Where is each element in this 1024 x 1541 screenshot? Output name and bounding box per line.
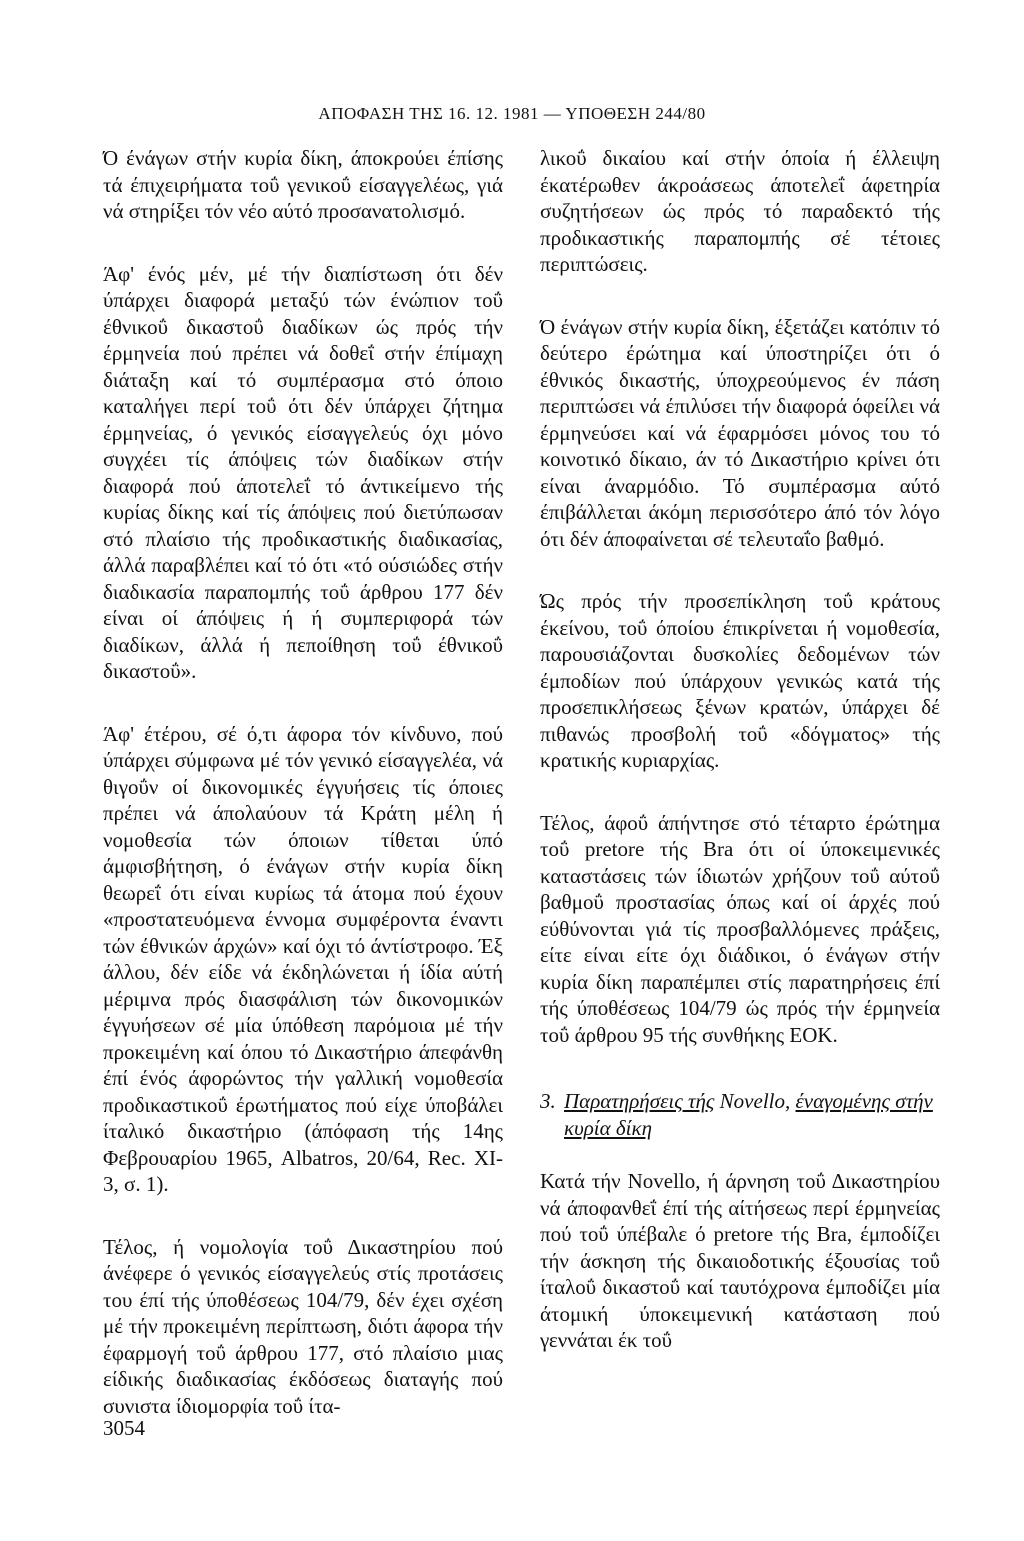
paragraph: Ό ένάγων στήν κυρία δίκη, έξετάζει κατόπιν τό δεύτερο έρώτημα καί ύποστηρίζει ότι ό έθνικός δικαστής, ύποχρεούμενος έν πάση περιπτώσει νά έπιλύσει τήν διαφορά όφείλει νά έρμηνεύσει καί νά έφαρμόσει μόνος του τό κοινοτικό δίκαιο, άν τό Δικαστήριο κρίνει ότι είναι άναρμόδιο. Τό συμπέρασμα αύτό έπιβάλλεται άκόμη περισσότερο άπό τόν λόγο ότι δέν άποφαίνεται σέ τελευταΐο βαθμό. xyxy=(540,314,940,551)
paragraph: Κατά τήν Novello, ή άρνηση τοΰ Δικαστηρίου νά άποφανθεΐ έπί τής αίτήσεως περί έρμηνείας πού τοΰ ύπέβαλε ό pretore τής Bra, έμποδίζει τήν άσκηση τής δικαιοδοτικής έξουσίας τοΰ ίταλοΰ δικαστοΰ καί ταυτόχρονα έμποδίζει μία άτομική ύποκειμενική κατάσταση πού γεννάται έκ τοΰ xyxy=(540,1169,940,1352)
section-heading xyxy=(540,1088,940,1141)
paragraph: Ό ένάγων στήν κυρία δίκη, άποκρούει έπίσης τά έπιχειρήματα τοΰ γενικοΰ είσαγγελέως, γιά νά στηρίξει τόν νέο αύτό προσανατολισμό. xyxy=(103,146,503,223)
running-header: ΑΠΟΦΑΣΗ ΤΗΣ 16. 12. 1981 — ΥΠΟΘΕΣΗ 244/80 xyxy=(318,104,706,123)
paragraph: λικοΰ δικαίου καί στήν όποία ή έλλειψη έκατέρωθεν άκροάσεως άποτελεΐ άφετηρία συζητήσεων ώς πρός τό παραδεκτό τής προδικαστικής παραπομπής σέ τέτοιες περιπτώσεις. xyxy=(540,146,940,276)
section-number: 3. xyxy=(540,1089,556,1113)
left-column xyxy=(103,145,503,1419)
paragraph: Ώς πρός τήν προσεπίκληση τοΰ κράτους έκείνου, τοΰ όποίου έπικρίνεται ή νομοθεσία, παρουσιάζονται δυσκολίες δεδομένων τών έμποδίων πού ύπάρχουν γενικώς κατά τής προσεπικλήσεως ξένων κρατών, ύπάρχει δέ πιθανώς προσβολή τοΰ «δόγματος» τής κρατικής κυριαρχίας. xyxy=(540,589,940,772)
section-title: Παρατηρήσεις τής Novello, έναγομένης στήν κυρία δίκη xyxy=(564,1089,933,1140)
page-number: 3054 xyxy=(103,1416,145,1440)
right-column xyxy=(540,145,940,1354)
paragraph: Άφ' ένός μέν, μέ τήν διαπίστωση ότι δέν ύπάρχει διαφορά μεταξύ τών ένώπιον τοΰ έθνικοΰ δικαστοΰ διαδίκων ώς πρός τήν έρμηνεία πού πρέπει νά δοθεΐ στήν έπίμαχη διάταξη καί τό συμπέρασμα στό όποιο καταλήγει περί τοΰ ότι δέν ύπάρχει ζήτημα έρμηνείας, ό γενικός είσαγγελεύς όχι μόνο συγχέει τίς άπόψεις τών διαδίκων στήν διαφορά πού άποτελεΐ τό άντικείμενο τής κυρίας δίκης καί τίς άπόψεις πού διετύπωσαν στό πλαίσιο τής προδικαστικής διαδικασίας, άλλά παραβλέπει καί τό ότι «τό ούσιώδες στήν διαδικασία παραπομπής τοΰ άρθρου 177 δέν είναι οί άπόψεις ή ή συμπεριφορά τών διαδίκων, άλλά ή πεποίθηση τοΰ έθνικοΰ δικαστοΰ». xyxy=(103,261,503,683)
paragraph: Τέλος, ή νομολογία τοΰ Δικαστηρίου πού άνέφερε ό γενικός είσαγγελεύς στίς προτάσεις του έπί τής ύποθέσεως 104/79, δέν έχει σχέση μέ τήν προκειμένη περίπτωση, διότι άφορα τήν έφαρμογή τοΰ άρθρου 177, στό πλαίσιο μιας είδικής διαδικασίας έκδόσεως διαταγής πού συνιστα ίδιομορφία τοΰ ίτα- xyxy=(103,1234,503,1418)
paragraph: Άφ' έτέρου, σέ ό,τι άφορα τόν κίνδυνο, πού ύπάρχει σύμφωνα μέ τόν γενικό είσαγγελέα, νά θιγοΰν οί δικονομικές έγγυήσεις τίς όποιες πρέπει νά άπολαύουν τά Κράτη μέλη ή νομοθεσία τών όποιων τίθεται ύπό άμφισβήτηση, ό ένάγων στήν κυρία δίκη θεωρεΐ ότι είναι κυρίως τά άτομα πού έχουν «προστατευόμενα έννομα συμφέροντα έναντι τών έθνικών άρχών» καί όχι τό άντίστροφο. Έξ άλλου, δέν είδε νά έκδηλώνεται ή ίδία αύτή μέριμνα πρός διασφάλιση τών δικονομικών έγγυήσεων σέ μία ύπόθεση παρόμοια μέ τήν προκειμένη καί όπου τό Δικαστήριο άπεφάνθη έπί ένός άφορώντος τήν γαλλική νομοθεσία προδικαστικοΰ έρωτήματος πού είχε ύποβάλει ίταλικό δικαστήριο (άπόφαση τής 14ης Φεβρουαρίου 1965, Albatros, 20/64, Rec. XI-3, σ. 1). xyxy=(103,721,503,1196)
paragraph: Τέλος, άφοΰ άπήντησε στό τέταρτο έρώτημα τοΰ pretore τής Bra ότι οί ύποκειμενικές καταστάσεις τών ίδιωτών χρήζουν τοΰ αύτοΰ βαθμοΰ προστασίας όπως καί οί άρχές πού εύθύνονται γιά τίς προσβαλλόμενες πράξεις, είτε είναι είτε όχι διάδικοι, ό ένάγων στήν κυρία δίκη παραπέμπει στίς παρατηρήσεις έπί τής ύποθέσεως 104/79 ώς πρός τήν έρμηνεία τοΰ άρθρου 95 τής συνθήκης ΕΟΚ. xyxy=(540,810,940,1047)
